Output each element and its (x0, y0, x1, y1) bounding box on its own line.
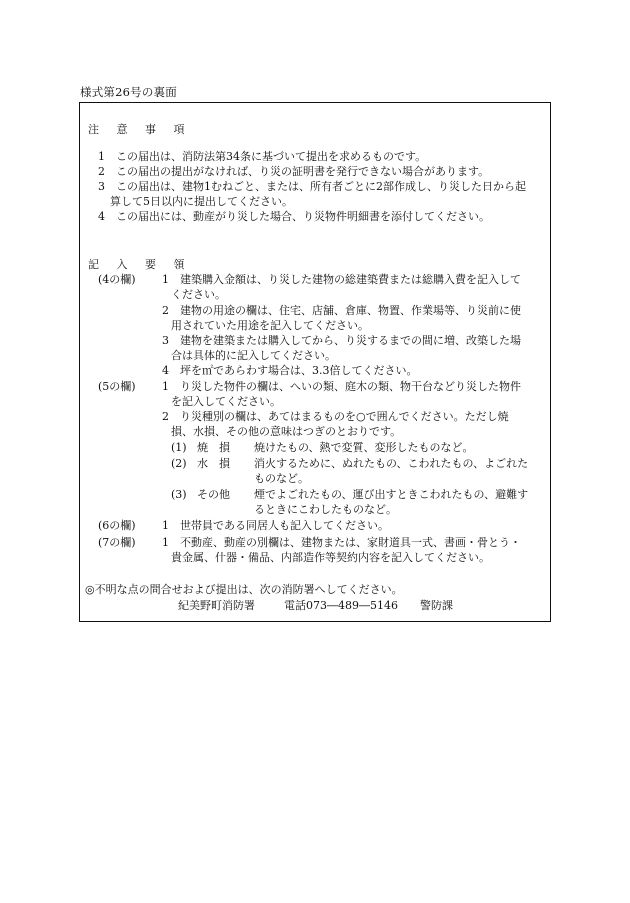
guide-line: 合は具体的に記入してください。 (171, 349, 336, 362)
notes-heading: 注 意 事 項 (88, 123, 192, 136)
type-num: (1) (171, 441, 187, 454)
note-item-cont: 算して5日以内に提出してください。 (110, 195, 293, 208)
note-item: 4 この届出には、動産がり災した場合、り災物件明細書を添付してください。 (98, 210, 490, 223)
col7-label: (7の欄) (98, 536, 136, 549)
type-name: その他 (197, 488, 230, 501)
note-item: 1 この届出は、消防法第34条に基づいて提出を求めるものです。 (98, 150, 427, 163)
fire-station-name: 紀美野町消防署 (178, 599, 255, 612)
type-name: 水 損 (197, 457, 230, 470)
col6-label: (6の欄) (98, 519, 136, 532)
form-label: 様式第26号の裏面 (80, 85, 177, 99)
type-name: 焼 損 (197, 441, 230, 454)
guide-line: 1 世帯員である同居人も記入してください。 (162, 519, 389, 532)
type-num: (3) (171, 488, 187, 501)
guide-line: 1 建築購入金額は、り災した建物の総建築費または総購入費を記入して (162, 273, 521, 286)
note-item: 2 この届出の提出がなければ、り災の証明書を発行できない場合があります。 (98, 165, 490, 178)
note-item: 3 この届出は、建物1むねごと、または、所有者ごとに2部作成し、り災した日から起 (98, 180, 526, 193)
col5-label: (5の欄) (98, 380, 136, 393)
type-desc: 消火するために、ぬれたもの、こわれたもの、よごれた (254, 457, 529, 470)
guide-line: を記入してください。 (171, 395, 281, 408)
guide-line: 貴金属、什器・備品、内部造作等契約内容を記入してください。 (171, 551, 490, 564)
contact-line: ◎不明な点の問合せおよび提出は、次の消防署へしてください。 (85, 583, 403, 596)
guide-line: 1 不動産、動産の別欄は、建物または、家財道具一式、書画・骨とう・ (162, 536, 521, 549)
type-desc: 焼けたもの、熱で変質、変形したものなど。 (254, 441, 474, 454)
guide-line: 2 建物の用途の欄は、住宅、店舗、倉庫、物置、作業場等、り災前に使 (162, 304, 521, 317)
guide-line: 3 建物を建築または購入してから、り災するまでの間に増、改築した場 (162, 334, 521, 347)
department: 警防課 (420, 599, 453, 612)
guide-line: 1 り災した物件の欄は、へいの類、庭木の類、物干台などり災した物件 (162, 380, 521, 393)
type-desc: るときにこわしたものなど。 (254, 503, 397, 516)
type-desc: 煙でよごれたもの、運び出すときこわれたもの、避難す (254, 488, 529, 501)
guide-line: 用されていた用途を記入してください。 (171, 319, 369, 332)
notice-box (79, 102, 551, 622)
guide-line: ください。 (171, 288, 226, 301)
guide-line: 2 り災種別の欄は、あてはまるものを○で囲んでください。ただし焼 (162, 410, 509, 423)
col4-label: (4の欄) (98, 273, 136, 286)
type-desc: ものなど。 (254, 472, 309, 485)
guide-line: 損、水損、その他の意味はつぎのとおりです。 (171, 425, 402, 438)
phone-number: 電話073―489―5146 (284, 599, 398, 612)
guide-line: 4 坪を㎡であらわす場合は、3.3倍してください。 (162, 364, 418, 377)
type-num: (2) (171, 457, 187, 470)
guide-heading: 記 入 要 領 (88, 258, 192, 271)
